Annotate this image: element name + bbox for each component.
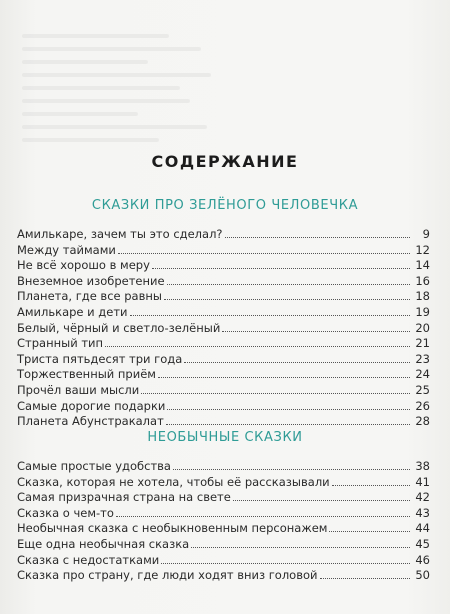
dot-leader	[161, 563, 410, 564]
dot-leader	[164, 299, 410, 300]
dot-leader	[105, 346, 410, 347]
entry-title: Внеземное изобретение	[17, 273, 165, 288]
toc-list-2	[17, 459, 430, 584]
entry-page-number: 23	[415, 351, 430, 366]
dot-leader	[118, 253, 410, 254]
dot-leader	[158, 377, 410, 378]
entry-page-number: 20	[415, 320, 430, 335]
dot-leader	[329, 531, 410, 532]
dot-leader	[320, 578, 411, 579]
entry-page-number: 9	[422, 227, 430, 241]
section-heading-1: СКАЗКИ ПРО ЗЕЛЁНОГО ЧЕЛОВЕЧКА	[91, 198, 359, 213]
entry-title: Сказка с недостатками	[17, 552, 160, 567]
toc-entry	[17, 367, 430, 383]
dot-leader	[184, 362, 410, 363]
toc-entry	[17, 414, 430, 430]
dot-leader	[141, 393, 410, 394]
toc-entry	[17, 227, 430, 243]
entry-page-number: 24	[415, 367, 430, 382]
entry-page-number: 46	[415, 552, 430, 567]
dot-leader	[167, 284, 410, 285]
toc-entry	[17, 243, 430, 259]
entry-page-number: 43	[415, 505, 430, 520]
entry-title: Планета Абунстракалат	[17, 414, 164, 429]
entry-page-number: 42	[415, 490, 430, 505]
dot-leader	[173, 469, 410, 470]
entry-title: Белый, чёрный и светло-зелёный	[17, 320, 221, 335]
entry-page-number: 14	[415, 258, 430, 273]
entry-title: Сказка, которая не хотела, чтобы её рассказывали	[17, 474, 330, 489]
toc-entry	[17, 352, 430, 368]
entry-title: Амилькаре, зачем ты это сделал?	[17, 227, 223, 241]
dot-leader	[130, 315, 411, 316]
entry-title: Сказка о чем-то	[17, 505, 114, 520]
entry-title: Не всё хорошо в меру	[17, 258, 150, 273]
toc-entry	[17, 289, 430, 305]
entry-page-number: 18	[415, 289, 430, 304]
entry-title: Планета, где все равны	[17, 289, 162, 304]
entry-page-number: 44	[415, 521, 430, 536]
toc-entry	[17, 553, 430, 569]
bleed-through-text	[22, 34, 232, 159]
entry-page-number: 26	[415, 398, 430, 413]
section-heading-2: НЕОБЫЧНЫЕ СКАЗКИ	[147, 430, 303, 445]
entry-page-number: 50	[415, 568, 430, 583]
dot-leader	[191, 547, 410, 548]
toc-entry	[17, 490, 430, 506]
dot-leader	[332, 485, 410, 486]
entry-page-number: 45	[415, 536, 430, 551]
dot-leader	[152, 268, 410, 269]
toc-entry	[17, 321, 430, 337]
dot-leader	[167, 409, 410, 410]
entry-title: Странный тип	[17, 336, 104, 351]
dot-leader	[233, 500, 410, 501]
dot-leader	[166, 424, 410, 425]
dot-leader	[225, 237, 410, 238]
entry-page-number: 38	[415, 459, 430, 473]
toc-entry	[17, 383, 430, 399]
entry-title: Торжественный приём	[17, 367, 156, 382]
entry-title: Необычная сказка с необыкновенным персонажем	[17, 521, 328, 536]
toc-entry	[17, 459, 430, 475]
entry-title: Самые дорогие подарки	[17, 398, 166, 413]
entry-page-number: 19	[415, 304, 430, 319]
toc-entry	[17, 258, 430, 274]
entry-page-number: 12	[415, 242, 430, 257]
toc-list-1	[17, 227, 430, 430]
toc-entry	[17, 475, 430, 491]
entry-title: Амилькаре и дети	[17, 304, 128, 319]
entry-page-number: 41	[415, 474, 430, 489]
toc-entry	[17, 336, 430, 352]
toc-entry	[17, 537, 430, 553]
entry-title: Триста пятьдесят три года	[17, 351, 183, 366]
toc-entry	[17, 274, 430, 290]
toc-entry	[17, 521, 430, 537]
entry-page-number: 16	[415, 273, 430, 288]
entry-title: Самые простые удобства	[17, 459, 171, 473]
entry-title: Прочёл ваши мысли	[17, 382, 140, 397]
toc-entry	[17, 305, 430, 321]
entry-title: Сказка про страну, где люди ходят вниз головой	[17, 568, 318, 583]
toc-entry	[17, 506, 430, 522]
page-title: СОДЕРЖАНИЕ	[151, 152, 299, 171]
entry-page-number: 25	[415, 382, 430, 397]
dot-leader	[116, 516, 410, 517]
entry-page-number: 21	[415, 336, 430, 351]
entry-title: Самая призрачная страна на свете	[17, 490, 231, 505]
entry-title: Между таймами	[17, 242, 116, 257]
entry-title: Еще одна необычная сказка	[17, 536, 190, 551]
entry-page-number: 28	[415, 414, 430, 429]
dot-leader	[222, 331, 410, 332]
toc-entry	[17, 399, 430, 415]
toc-entry	[17, 568, 430, 584]
